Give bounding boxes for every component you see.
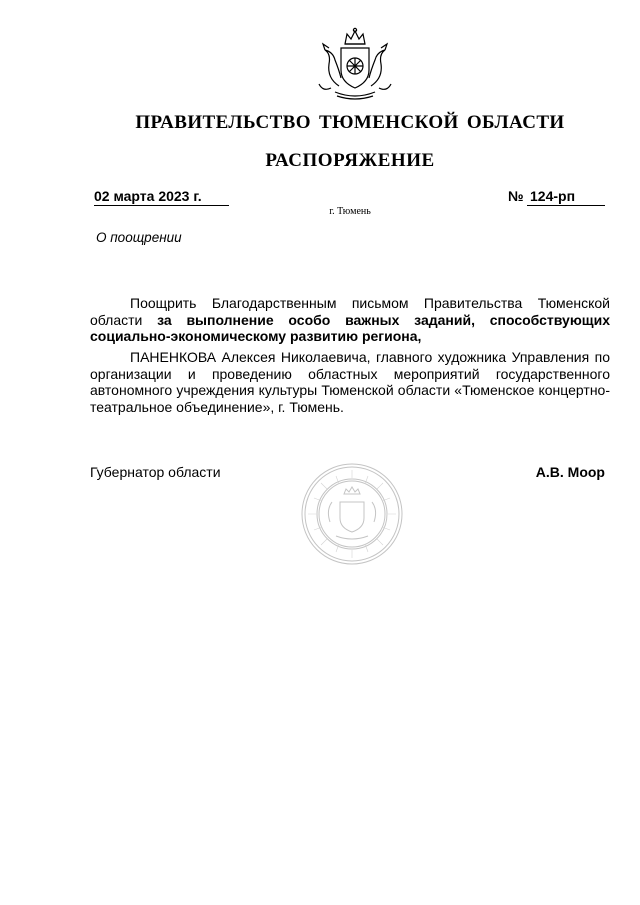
official-seal-icon bbox=[300, 462, 404, 566]
body-paragraph-2 bbox=[90, 349, 610, 415]
body-paragraph-1-text: Поощрить Благодарственным письмом Правительства Тюменской области bbox=[90, 295, 610, 328]
signer-title: Губернатор области bbox=[90, 464, 221, 480]
body-paragraph-1 bbox=[90, 295, 610, 345]
number-label: № bbox=[508, 188, 524, 204]
government-title: ПРАВИТЕЛЬСТВО ТЮМЕНСКОЙ ОБЛАСТИ bbox=[135, 112, 565, 133]
city: г. Тюмень bbox=[329, 206, 371, 217]
body-paragraph-2-text: ПАНЕНКОВА Алексея Николаевича, главного художника Управления по организации и проведению областных мероприятий государственного автономного учреждения культуры Тюменской области «Тюменское концертно-театральное объединение», г. Тюмень. bbox=[90, 349, 610, 415]
document-type: РАСПОРЯЖЕНИЕ bbox=[265, 150, 435, 171]
document-number: 124-рп bbox=[527, 187, 605, 206]
coat-of-arms-icon bbox=[313, 26, 397, 102]
signer-name: А.В. Моор bbox=[535, 464, 605, 480]
document-date: 02 марта 2023 г. bbox=[94, 187, 229, 206]
document-subject: О поощрении bbox=[96, 230, 182, 245]
body-paragraph-1-bold: за выполнение особо важных заданий, способствующих социально-экономическому развитию региона, bbox=[90, 311, 610, 344]
